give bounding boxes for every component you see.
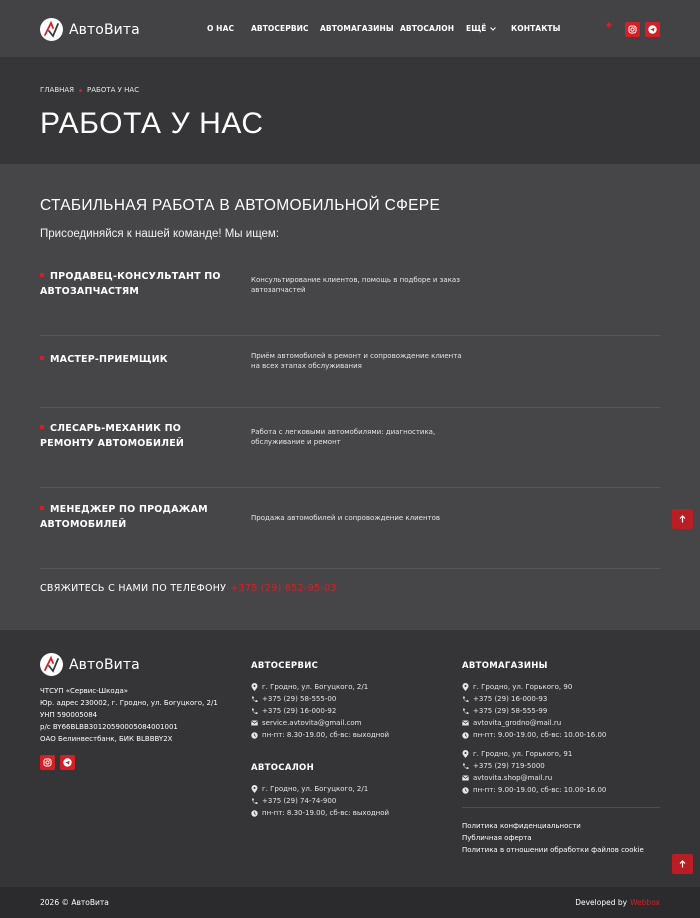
phone-icon [462,708,469,715]
cookie-policy-link[interactable]: Политика в отношении обработки файлов cookie [462,846,644,854]
scroll-top-button[interactable] [672,854,693,874]
phone-icon [251,708,258,715]
telegram-icon[interactable] [60,755,75,770]
divider [40,568,660,569]
job-title: СЛЕСАРЬ-МЕХАНИК ПО РЕМОНТУ АВТОМОБИЛЕЙ [40,423,185,449]
service-address: г. Гродно, ул. Богуцкого, 2/1 [251,681,368,693]
footer-heading-service: АВТОСЕРВИС [251,661,319,671]
page-hero [0,57,700,164]
salon-address: г. Гродно, ул. Богуцкого, 2/1 [251,783,368,795]
developed-by-label: Developed by [575,898,628,907]
contact-line [40,583,337,594]
map-pin-icon [462,683,469,691]
service-hours: пн-пт: 8.30-19.00, сб-вс: выходной [251,729,389,741]
nav-item-about[interactable]: О НАС [207,24,235,33]
shop2-hours: пн-пт: 9.00-19.00, сб-вс: 10.00-16.00 [462,784,606,796]
contact-phone-link[interactable]: +375 (29) 852-95-03 [230,583,337,594]
service-phone-2[interactable]: +375 (29) 16-000-92 [251,705,336,717]
site-footer [0,630,700,887]
footer-logo[interactable] [40,653,140,676]
job-description: Продажа автомобилей и сопровождение клиентов [251,514,441,522]
nav-item-shops[interactable]: АВТОМАГАЗИНЫ [320,24,394,33]
scroll-top-button[interactable] [672,509,693,529]
contact-label: СВЯЖИТЕСЬ С НАМИ ПО ТЕЛЕФОНУ [40,583,227,594]
phone-icon [462,696,469,703]
page-title: РАБОТА У НАС [40,107,264,140]
privacy-policy-link[interactable]: Политика конфиденциальности [462,822,581,830]
bullet-icon [40,356,44,360]
site-header [0,0,700,57]
legal-line: Юр. адрес 230002, г. Гродно, ул. Богуцкого, 2/1 [40,699,218,707]
nav-item-contacts[interactable]: КОНТАКТЫ [511,24,561,33]
shop1-email[interactable]: avtovita_grodno@mail.ru [462,717,561,729]
legal-line: р/с BY66BLBB30120590005084001001 [40,723,178,731]
phone-icon [462,763,469,770]
nav-item-service[interactable]: АВТОСЕРВИС [251,24,309,33]
map-pin-icon [251,683,258,691]
map-pin-icon [251,785,258,793]
shop1-hours: пн-пт: 9.00-19.00, сб-вс: 10.00-16.00 [462,729,606,741]
breadcrumb [40,86,139,94]
copyright: 2026 © АвтоВита [40,898,109,907]
job-title: МЕНЕДЖЕР ПО ПРОДАЖАМ АВТОМОБИЛЕЙ [40,504,208,530]
mail-icon [462,720,469,726]
shop2-phone[interactable]: +375 (29) 719-5000 [462,760,545,772]
job-title: ПРОДАВЕЦ-КОНСУЛЬТАНТ ПО АВТОЗАПЧАСТЯМ [40,271,221,297]
shop1-phone-2[interactable]: +375 (29) 58-555-99 [462,705,547,717]
clock-icon [251,810,258,817]
header-logo[interactable] [40,18,140,41]
divider [40,487,660,488]
shop2-email[interactable]: avtovita.shop@mail.ru [462,772,552,784]
public-offer-link[interactable]: Публичная оферта [462,834,532,842]
mail-icon [251,720,258,726]
company-legal-info [40,685,218,745]
logo-text: АвтоВита [69,656,140,673]
nav-item-more[interactable] [466,24,496,33]
salon-phone[interactable]: +375 (29) 74-74-900 [251,795,336,807]
phone-icon [251,798,258,805]
footer-heading-shops: АВТОМАГАЗИНЫ [462,661,548,671]
divider [40,407,660,408]
clock-icon [462,787,469,794]
job-description: Приём автомобилей в ремонт и сопровождение клиента на всех этапах обслуживания [251,352,462,370]
chevron-down-icon [490,25,496,33]
footer-heading-salon: АВТОСАЛОН [251,763,314,773]
instagram-icon[interactable] [625,22,640,37]
phone-icon [251,696,258,703]
salon-hours: пн-пт: 8.30-19.00, сб-вс: выходной [251,807,389,819]
service-phone-1[interactable]: +375 (29) 58-555-00 [251,693,336,705]
service-email[interactable]: service.avtovita@gmail.com [251,717,362,729]
bullet-icon [40,273,44,277]
bullet-icon [40,425,44,429]
mail-icon [462,775,469,781]
nav-item-salon[interactable]: АВТОСАЛОН [400,24,455,33]
nav-item-more-label: ЕЩЁ [466,24,487,33]
breadcrumb-current: РАБОТА У НАС [87,86,140,94]
map-pin-icon [462,750,469,758]
footer-bottom-bar [0,887,700,918]
shop2-address: г. Гродно, ул. Горького, 91 [462,748,572,760]
job-description: Консультирование клиентов, помощь в подборе и заказ автозапчастей [251,276,460,294]
legal-line: УНП 590005084 [40,711,98,719]
logo-text: АвтоВита [69,21,140,38]
shop1-address: г. Гродно, ул. Горького, 90 [462,681,572,693]
accent-dot [606,22,612,28]
telegram-icon[interactable] [645,22,660,37]
logo-mark-icon [40,18,63,41]
section-title: СТАБИЛЬНАЯ РАБОТА В АВТОМОБИЛЬНОЙ СФЕРЕ [40,197,441,214]
breadcrumb-home[interactable]: ГЛАВНАЯ [40,86,75,94]
job-description: Работа с легковыми автомобилями: диагностика, обслуживание и ремонт [251,428,436,446]
legal-line: ОАО Белинвестбанк, БИК BLBBBY2X [40,735,173,743]
clock-icon [462,732,469,739]
job-title: МАСТЕР-ПРИЕМЩИК [40,352,230,367]
section-subtitle: Присоединяйся к нашей команде! Мы ищем: [40,228,280,240]
logo-mark-icon [40,653,63,676]
clock-icon [251,732,258,739]
shop1-phone-1[interactable]: +375 (29) 16-000-93 [462,693,547,705]
breadcrumb-separator [79,89,82,92]
legal-line: ЧТСУП «Сервис-Шкода» [40,687,129,695]
developer-credit [575,898,660,907]
divider [40,335,660,336]
developer-link[interactable]: Webbox [630,898,660,907]
instagram-icon[interactable] [40,755,55,770]
bullet-icon [40,506,44,510]
footer-divider [462,807,660,808]
